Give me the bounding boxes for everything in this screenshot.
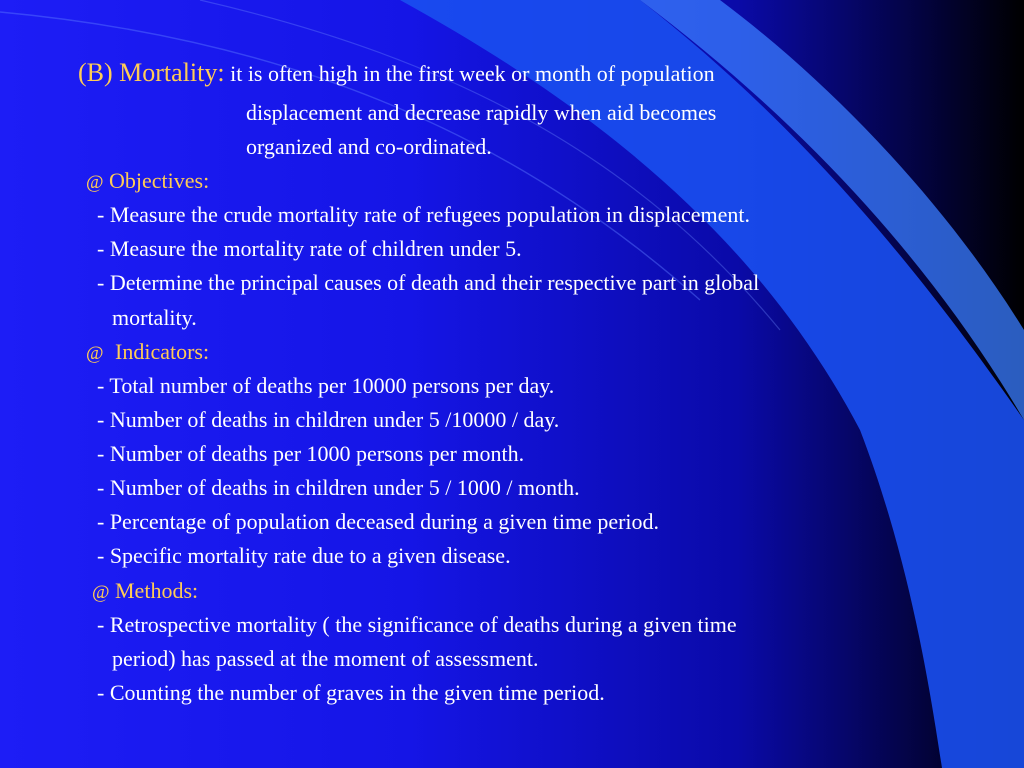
objectives-bullet: @ [86, 172, 104, 193]
methods-title: Methods: [115, 578, 199, 603]
mortality-intro-text-3: organized and co-ordinated. [246, 134, 492, 159]
method-item: - Counting the number of graves in the given time period. [97, 680, 605, 705]
mortality-intro-text-2: displacement and decrease rapidly when aid becomes [246, 100, 717, 125]
objective-item: - Determine the principal causes of death and their respective part in global [97, 270, 760, 295]
indicator-item: - Number of deaths in children under 5 /10000 / day. [97, 407, 560, 432]
objective-item: - Measure the crude mortality rate of refugees population in displacement. [97, 202, 751, 227]
methods-bullet: @ [92, 582, 110, 603]
mortality-intro-text-1: it is often high in the first week or month of population [224, 61, 715, 86]
objective-item: - Measure the mortality rate of children under 5. [97, 236, 522, 261]
indicator-item: - Specific mortality rate due to a given disease. [97, 543, 511, 568]
indicator-item: - Total number of deaths per 10000 persons per day. [97, 373, 555, 398]
indicators-heading [86, 339, 209, 367]
objectives-title: Objectives: [109, 168, 210, 193]
indicators-title: Indicators: [115, 339, 210, 364]
mortality-heading-label: (B) Mortality: [78, 58, 225, 87]
method-item-continuation: period) has passed at the moment of assessment. [112, 646, 539, 671]
objectives-heading [86, 168, 209, 196]
methods-heading [92, 578, 198, 606]
indicator-item: - Number of deaths per 1000 persons per month. [97, 441, 525, 466]
indicator-item: - Number of deaths in children under 5 / 1000 / month. [97, 475, 580, 500]
indicators-bullet: @ [86, 343, 104, 364]
mortality-heading-line [78, 60, 715, 87]
objective-item-continuation: mortality. [112, 305, 197, 330]
indicator-item: - Percentage of population deceased during a given time period. [97, 509, 660, 534]
method-item: - Retrospective mortality ( the significance of deaths during a given time [97, 612, 737, 637]
